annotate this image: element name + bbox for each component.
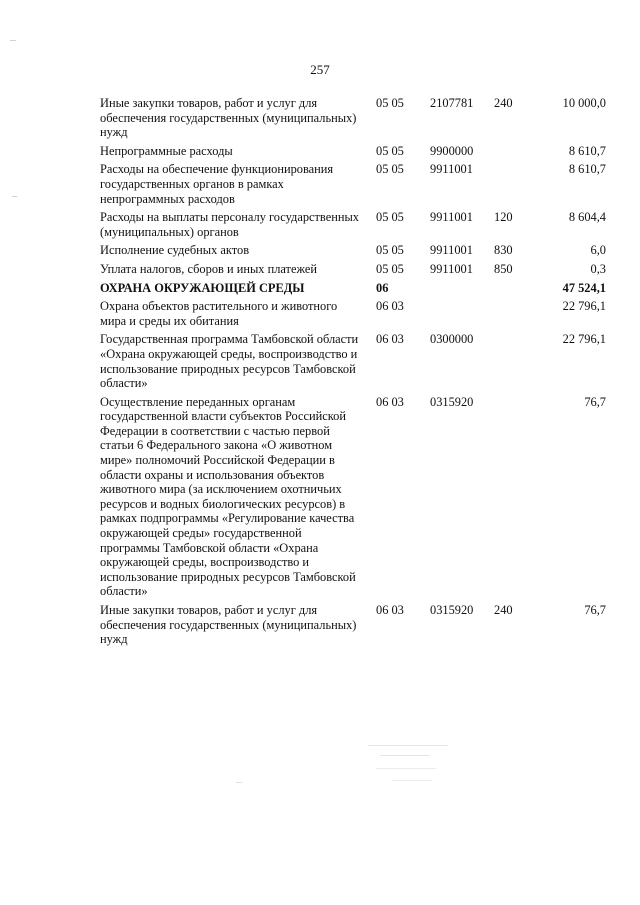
table-row	[100, 162, 606, 210]
row-sum: 76,7	[584, 603, 606, 617]
row-sum: 0,3	[590, 261, 606, 276]
table-row	[100, 332, 606, 394]
table-row	[100, 210, 606, 243]
row-section: 06 03	[376, 299, 404, 314]
row-sum: 47 524,1	[562, 280, 606, 295]
row-sum: 22 796,1	[562, 332, 606, 347]
scan-artifact	[10, 40, 16, 41]
table-row	[100, 144, 606, 163]
row-type: 240	[494, 96, 513, 110]
row-sum: 22 796,1	[562, 299, 606, 314]
scan-artifact	[380, 755, 430, 756]
page-number: 257	[310, 62, 330, 77]
row-name: Государственная программа Тамбовской области «Охрана окружающей среды, воспроизводство и использование природных ресурсов Тамбовской области»	[100, 332, 359, 391]
row-name: Осуществление переданных органам государственной власти субъектов Российской Федерации в соответствии с частью первой статьи 6 Федерального закона «О животном мире» полномочий Российской Федерации в области охраны и использования объектов животного мира (за исключением охотничьих ресурсов и водных биологических ресурсов) в рамках подпрограммы «Регулирование качества окружающей среды» государственной программы Тамбовской области «Охрана окружающей среды, воспроизводство и использование природных ресурсов Тамбовской области»	[100, 394, 356, 599]
row-name: Иные закупки товаров, работ и услуг для обеспечения государственных (муниципальных) нужд	[100, 603, 357, 647]
row-sum: 10 000,0	[562, 96, 606, 110]
table-row	[100, 243, 606, 262]
table-row	[100, 299, 606, 332]
row-name: Непрограммные расходы	[100, 143, 233, 158]
row-type: 850	[494, 261, 513, 276]
row-type	[494, 332, 536, 394]
row-target: 9911001	[430, 243, 473, 258]
row-target: 0315920	[430, 394, 474, 409]
row-sum: 76,7	[584, 394, 606, 409]
row-target	[430, 299, 494, 332]
row-section: 05 05	[376, 143, 404, 158]
row-section: 05 05	[376, 210, 404, 225]
row-target	[430, 281, 494, 300]
row-type	[494, 162, 536, 210]
row-type	[494, 144, 536, 163]
row-name: Охрана объектов растительного и животного мира и среды их обитания	[100, 299, 338, 328]
row-type: 240	[494, 603, 513, 617]
scan-artifact	[392, 780, 432, 781]
row-target: 9900000	[430, 143, 474, 158]
table-row	[100, 96, 606, 144]
scan-artifact	[12, 196, 17, 197]
table-row	[100, 262, 606, 281]
row-section: 06 03	[376, 332, 404, 347]
row-target: 9911001	[430, 210, 473, 225]
row-name: Иные закупки товаров, работ и услуг для обеспечения государственных (муниципальных) нужд	[100, 96, 357, 140]
scan-artifact	[376, 768, 436, 769]
row-name: ОХРАНА ОКРУЖАЮЩЕЙ СРЕДЫ	[100, 280, 305, 295]
scan-artifact	[236, 782, 242, 783]
row-sum: 8 610,7	[568, 143, 606, 158]
row-section: 06 03	[376, 394, 404, 409]
row-section: 05 05	[376, 261, 404, 276]
row-name: Исполнение судебных актов	[100, 243, 250, 258]
row-name: Расходы на обеспечение функционирования государственных органов в рамках непрограммных расходов	[100, 162, 334, 206]
row-section: 06 03	[376, 603, 404, 617]
row-section: 05 05	[376, 243, 404, 258]
row-target: 0315920	[430, 603, 474, 617]
row-type	[494, 281, 536, 300]
row-type	[494, 395, 536, 603]
row-sum: 8 604,4	[568, 210, 606, 225]
budget-table	[100, 96, 606, 651]
row-sum: 6,0	[590, 243, 606, 258]
table-row	[100, 395, 606, 603]
table-row	[100, 603, 606, 651]
row-section: 05 05	[376, 96, 404, 110]
row-type: 830	[494, 243, 513, 258]
row-type	[494, 299, 536, 332]
row-section: 06	[376, 280, 389, 295]
row-name: Расходы на выплаты персоналу государственных (муниципальных) органов	[100, 210, 359, 239]
row-name: Уплата налогов, сборов и иных платежей	[100, 261, 318, 276]
table-row-section-heading	[100, 281, 606, 300]
row-target: 2107781	[430, 96, 474, 110]
row-type: 120	[494, 210, 513, 225]
row-target: 9911001	[430, 162, 473, 177]
row-section: 05 05	[376, 162, 404, 177]
row-target: 9911001	[430, 261, 473, 276]
scan-artifact	[368, 745, 448, 746]
row-target: 0300000	[430, 332, 474, 347]
row-sum: 8 610,7	[568, 162, 606, 177]
